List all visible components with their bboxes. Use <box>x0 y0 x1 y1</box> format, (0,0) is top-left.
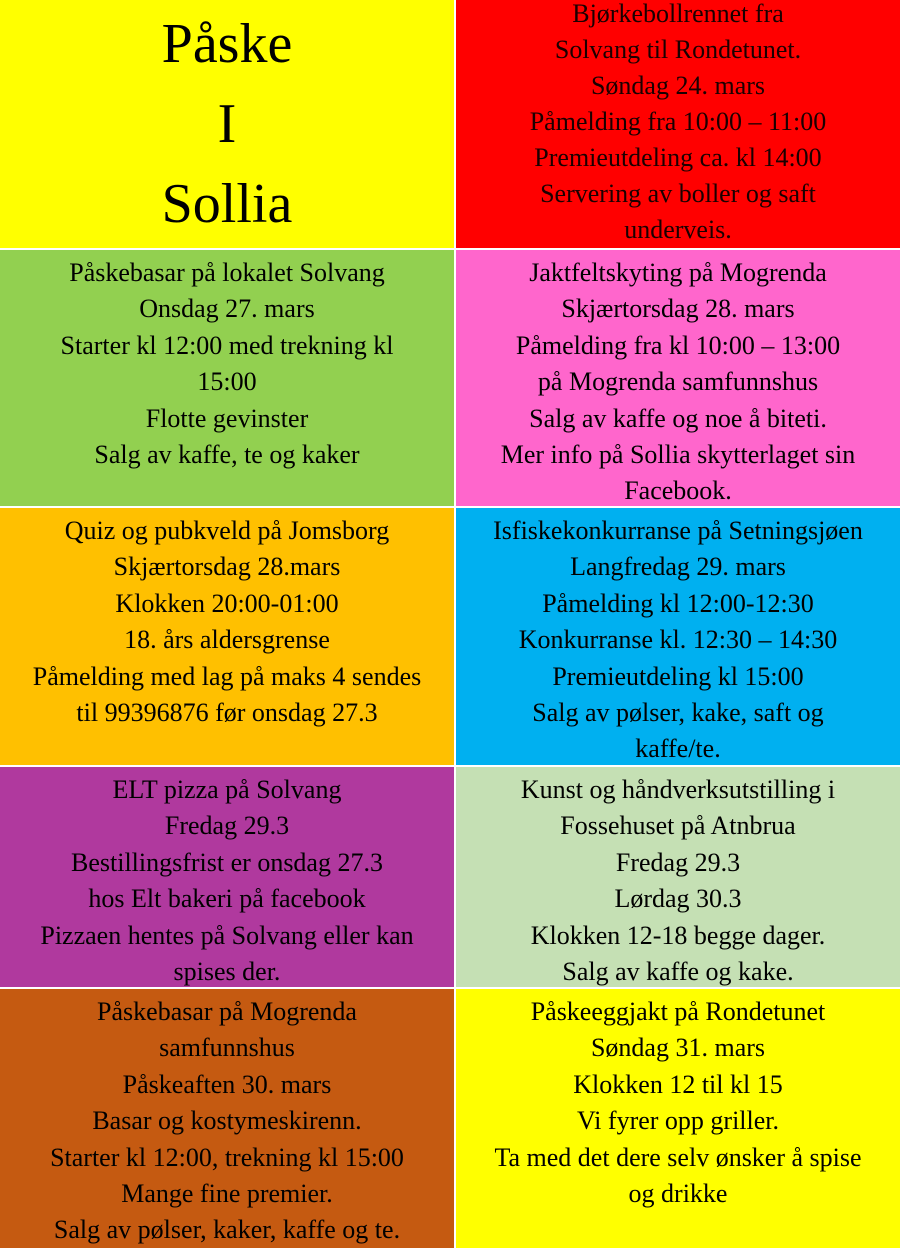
event-line: Premieutdeling kl 15:00 <box>552 661 804 691</box>
event-line: Quiz og pubkveld på Jomsborg <box>64 516 390 545</box>
event-line: Påskebasar på Mogrenda <box>97 997 357 1026</box>
event-line: Salg av kaffe, te og kaker <box>94 440 360 470</box>
event-line: Jaktfeltskyting på Mogrenda <box>529 258 827 287</box>
event-line: Basar og kostymeskirenn. <box>92 1106 362 1136</box>
event-line: Salg av pølser, kake, saft og <box>532 698 824 728</box>
event-line: på Mogrenda samfunnshus <box>537 367 819 397</box>
event-line: Fredag 29.3 <box>164 811 290 841</box>
event-line: kaffe/te. <box>635 734 721 764</box>
event-paskebasar-mogrenda <box>0 989 456 1248</box>
event-line: Bestillingsfrist er onsdag 27.3 <box>71 847 383 877</box>
title-cell <box>0 0 456 250</box>
event-line: Skjærtorsdag 28.mars <box>113 552 341 582</box>
event-line: underveis. <box>624 215 732 244</box>
event-line: ELT pizza på Solvang <box>112 775 342 804</box>
event-line: Ta med det dere selv ønsker å spise <box>494 1142 862 1172</box>
event-line: Påmelding fra kl 10:00 – 13:00 <box>515 330 841 360</box>
event-line: hos Elt bakeri på facebook <box>88 884 366 914</box>
event-line: Solvang til Rondetunet. <box>554 35 802 64</box>
event-line: Salg av kaffe og noe å biteti. <box>529 403 827 433</box>
event-isfiske <box>456 508 900 767</box>
event-line: Lørdag 30.3 <box>614 884 742 914</box>
event-line: Klokken 20:00-01:00 <box>115 588 339 618</box>
event-line: Påskeaften 30. mars <box>122 1069 332 1099</box>
event-line: Onsdag 27. mars <box>139 294 315 324</box>
event-line: Klokken 12-18 begge dager. <box>530 920 826 950</box>
event-line: Klokken 12 til kl 15 <box>573 1069 783 1099</box>
event-line: Påmelding kl 12:00-12:30 <box>542 588 814 618</box>
event-line: Vi fyrer opp griller. <box>576 1106 780 1136</box>
event-line: Premieutdeling ca. kl 14:00 <box>534 143 822 172</box>
event-line: Mer info på Sollia skytterlaget sin <box>500 440 856 470</box>
event-line: Søndag 31. mars <box>590 1033 766 1063</box>
event-paskeeggjakt <box>456 989 900 1248</box>
event-line: Påmelding med lag på maks 4 sendes <box>32 661 422 691</box>
event-line: Starter kl 12:00, trekning kl 15:00 <box>50 1142 404 1172</box>
event-paskebasar-solvang <box>0 250 456 508</box>
event-line: Flotte gevinster <box>145 403 309 433</box>
event-line: Påmelding fra 10:00 – 11:00 <box>529 107 827 136</box>
event-line: Salg av pølser, kaker, kaffe og te. <box>53 1215 401 1245</box>
event-line: 18. års aldersgrense <box>124 625 330 655</box>
event-elt-pizza <box>0 767 456 989</box>
event-line: Servering av boller og saft <box>540 179 816 208</box>
event-bjorkebollrennet <box>456 0 900 250</box>
event-line: samfunnshus <box>159 1033 295 1063</box>
event-line: og drikke <box>628 1179 728 1209</box>
event-line: Pizzaen hentes på Solvang eller kan <box>40 920 414 950</box>
event-line: Salg av kaffe og kake. <box>562 957 794 987</box>
event-line: Søndag 24. mars <box>590 71 766 100</box>
event-line: Påskebasar på lokalet Solvang <box>69 258 385 287</box>
event-line: Facebook. <box>624 476 732 506</box>
event-line: Bjørkebollrennet fra <box>572 0 784 28</box>
event-line: Starter kl 12:00 med trekning kl <box>60 330 394 360</box>
event-line: Fredag 29.3 <box>615 847 741 877</box>
event-line: Konkurranse kl. 12:30 – 14:30 <box>518 625 838 655</box>
event-quiz <box>0 508 456 767</box>
event-kunst <box>456 767 900 989</box>
event-line: Langfredag 29. mars <box>570 552 786 582</box>
event-line: 15:00 <box>197 367 257 397</box>
event-jaktfeltskyting <box>456 250 900 508</box>
title-line-1: Påske <box>161 13 293 75</box>
event-line: Isfiskekonkurranse på Setningsjøen <box>493 516 863 545</box>
event-line: spises der. <box>173 957 281 987</box>
event-line: til 99396876 før onsdag 27.3 <box>76 698 378 728</box>
event-line: Mange fine premier. <box>121 1179 333 1209</box>
title-line-3: Sollia <box>161 173 293 235</box>
title-line-2: I <box>217 93 237 155</box>
event-line: Påskeeggjakt på Rondetunet <box>530 997 826 1026</box>
event-line: Fossehuset på Atnbrua <box>560 811 796 841</box>
event-line: Skjærtorsdag 28. mars <box>561 294 795 324</box>
event-line: Kunst og håndverksutstilling i <box>520 775 836 804</box>
